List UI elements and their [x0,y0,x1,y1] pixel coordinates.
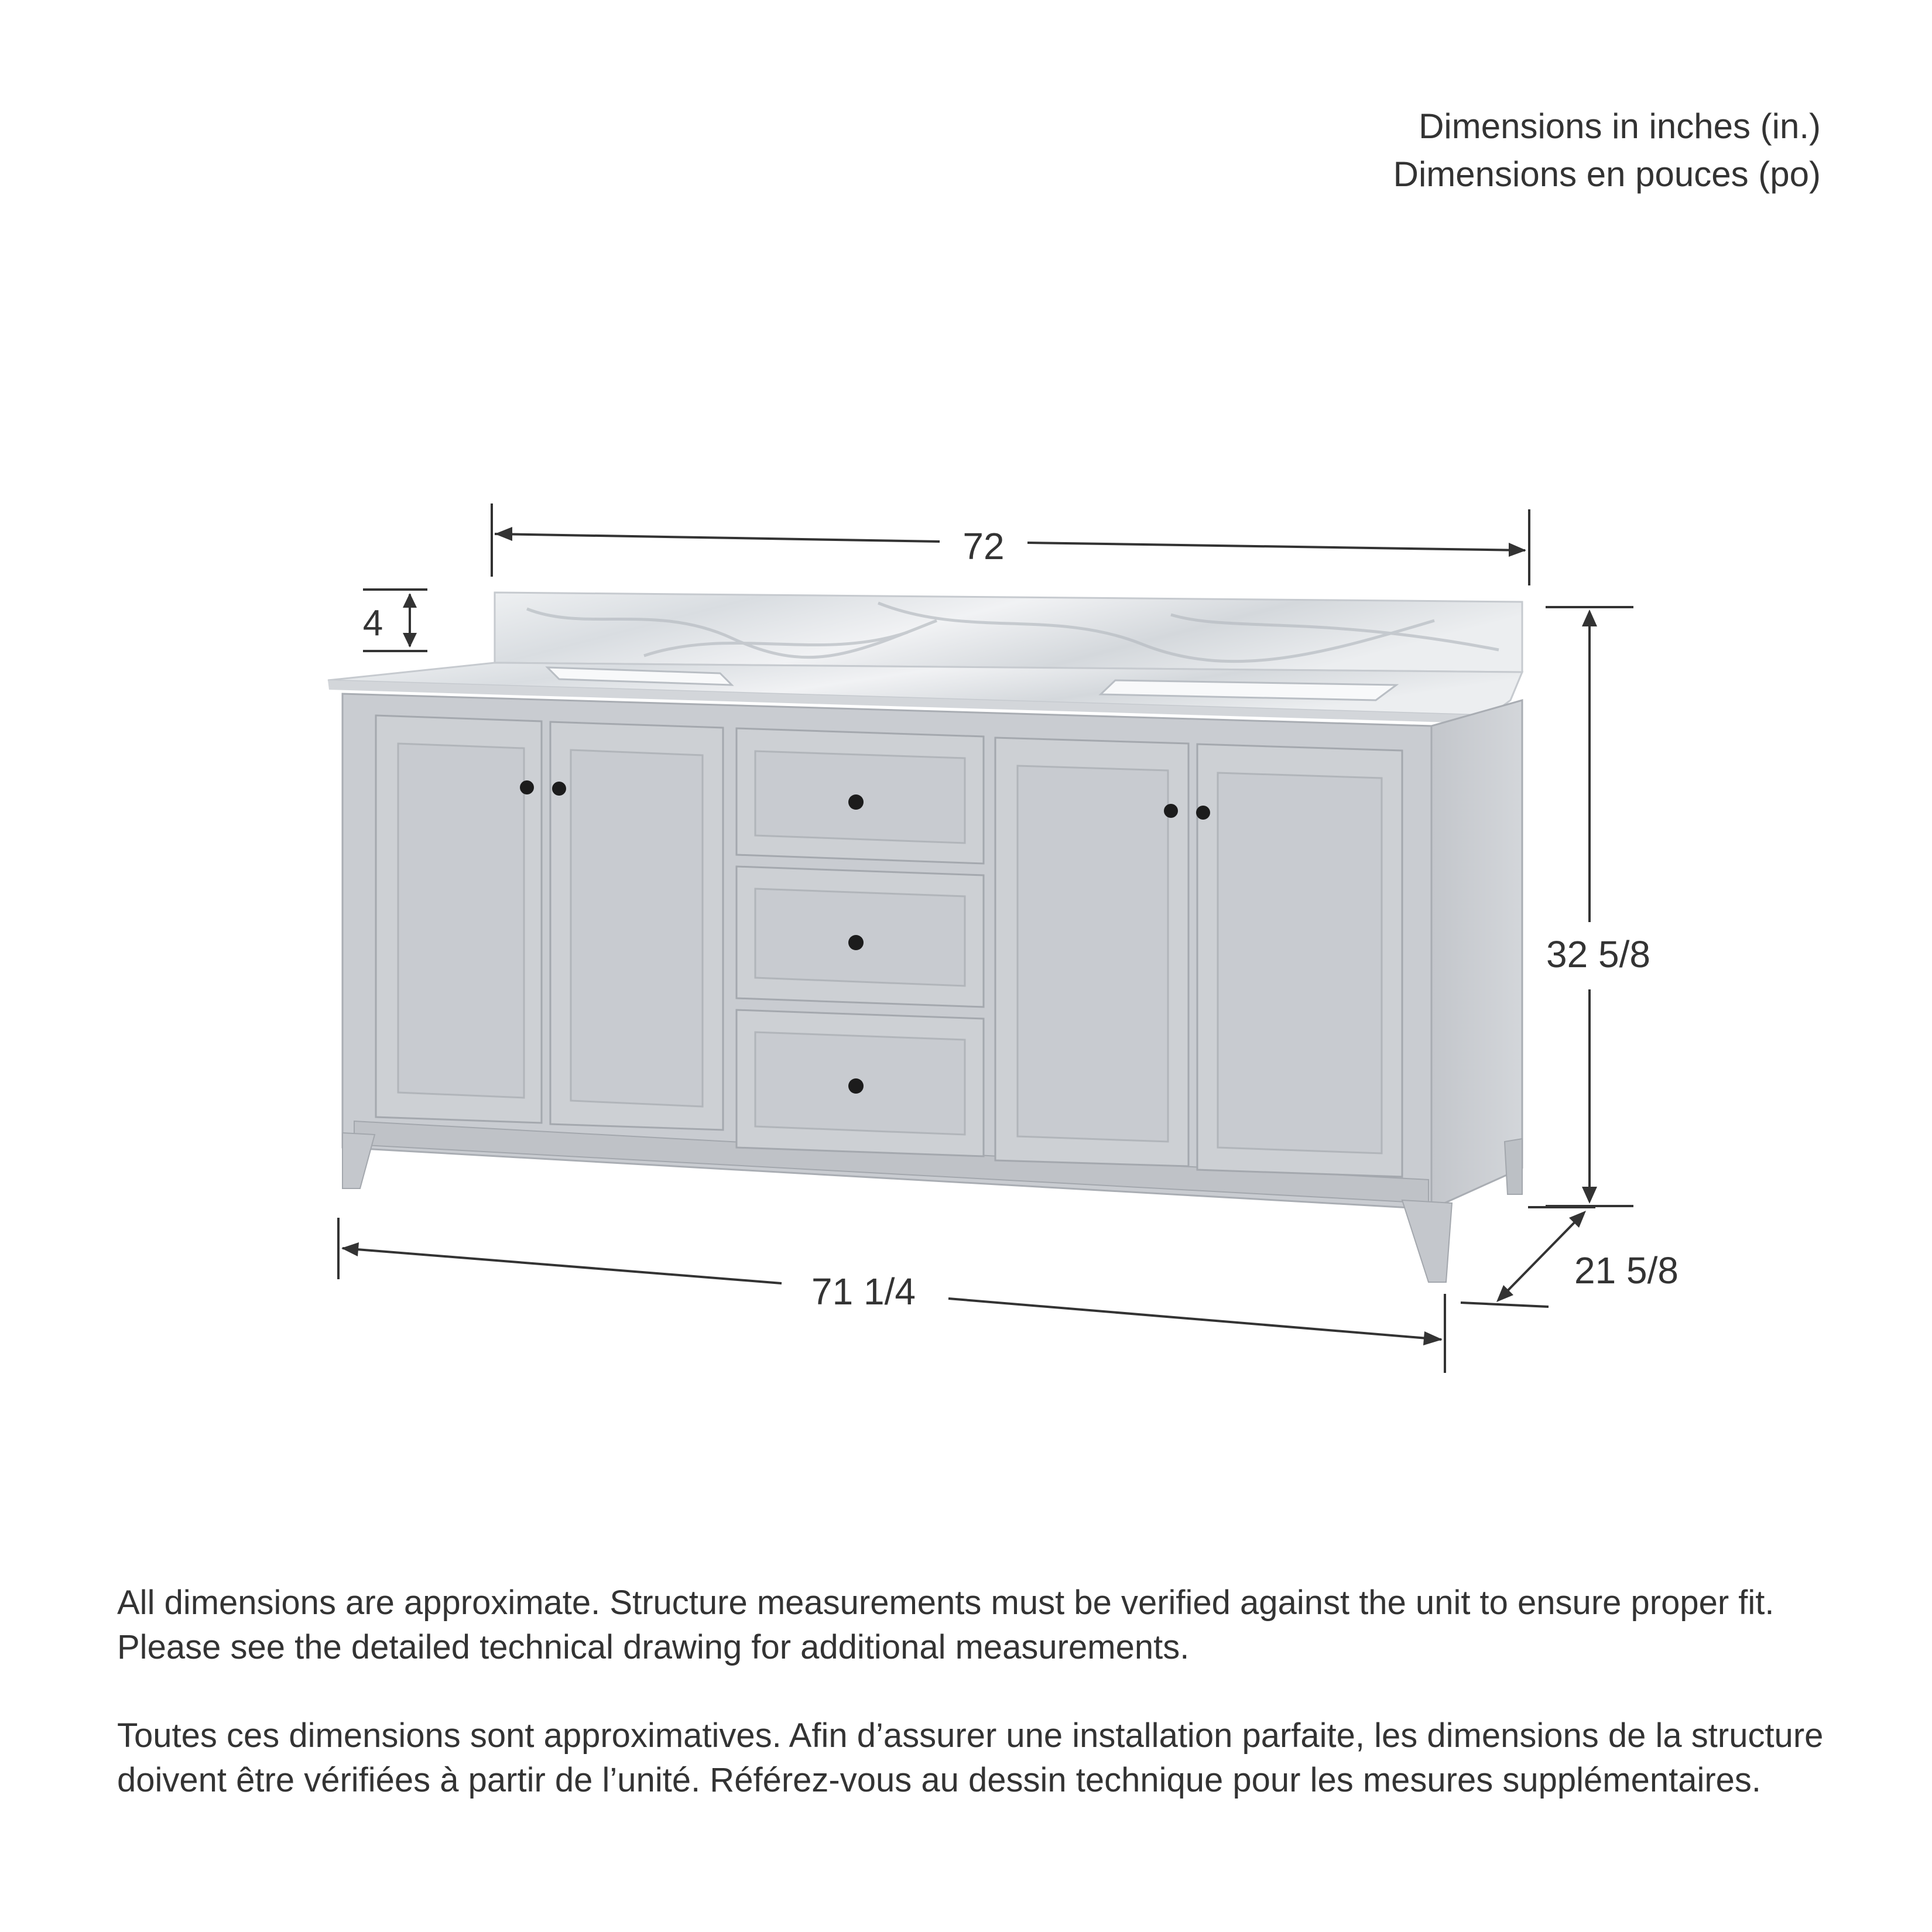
front-right-leg [1402,1200,1452,1282]
door-knob [552,782,566,796]
units-french: Dimensions en pouces (po) [1393,155,1821,194]
drawer-knob [848,794,864,810]
door-knob [520,780,534,794]
vanity-illustration [328,592,1522,1282]
back-right-leg [1505,1139,1522,1194]
label-countertop-width: 72 [962,525,1005,567]
label-total-height: 32 5/8 [1546,933,1650,975]
cabinet-side [1431,700,1522,1209]
front-left-leg [342,1133,375,1188]
center-drawers [737,728,984,1156]
door-knob [1164,804,1178,818]
dimension-total-height [1546,607,1633,1206]
dimension-countertop-width [492,503,1529,585]
units-english: Dimensions in inches (in.) [1419,107,1821,146]
label-backsplash-height: 4 [362,603,383,643]
drawer-knob [848,935,864,950]
label-depth: 21 5/8 [1574,1249,1678,1292]
right-door-pair [995,738,1402,1177]
disclaimer-english: All dimensions are approximate. Structure measurements must be verified against the unit to ensure proper fit. Please see the detailed technical drawing for additional measurements. [117,1584,1775,1666]
disclaimer-notes [117,1581,1827,1847]
door-knob [1196,806,1210,820]
label-cabinet-width: 71 1/4 [811,1270,916,1313]
disclaimer-french: Toutes ces dimensions sont approximatives. Afin d’assurer une installation parfaite, les dimensions de la structure doivent être vérifiées à partir de l’unité. Référez-vous au dessin technique pour les mesures supplémentaires. [117,1717,1824,1799]
left-door-pair [376,715,723,1130]
drawer-knob [848,1078,864,1094]
